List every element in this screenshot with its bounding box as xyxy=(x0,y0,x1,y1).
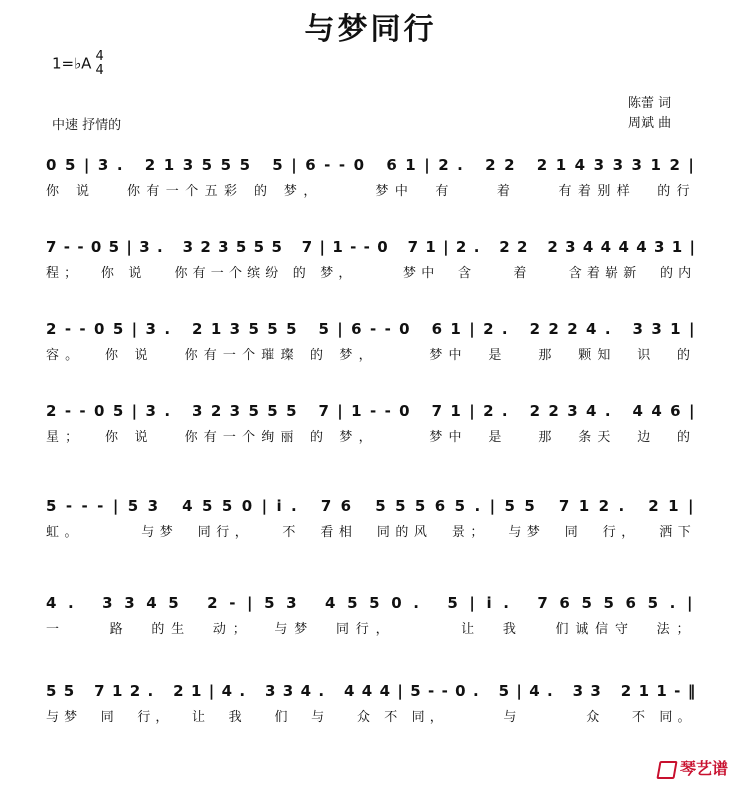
time-signature xyxy=(95,50,103,78)
watermark-text: 琴艺谱 xyxy=(680,759,729,778)
score-row-1 xyxy=(46,150,696,210)
lyricist-credit: 陈蕾 词 xyxy=(628,96,672,111)
notes-line: 2 - - 0 5 | 3 . 3 2 3 5 5 5 7 | 1 - - 0 7 1 | 2 . 2 2 3 4 . 4 4 6 | xyxy=(46,402,697,420)
key-text: 1=♭A xyxy=(52,54,92,73)
lyrics-line: 容。 你 说 你有一个璀璨 的 梦， 梦中 是 那 颗知 识 的 xyxy=(46,348,697,363)
watermark-logo xyxy=(658,756,728,779)
time-sig-bottom: 4 xyxy=(95,63,104,78)
time-sig-top: 4 xyxy=(95,49,104,64)
notes-line: 4 . 3 3 4 5 2 - | 5 3 4 5 5 0 . 5 | i . 7 6 5 5 6 5 . | xyxy=(46,594,696,612)
notes-line: 2 - - 0 5 | 3 . 2 1 3 5 5 5 5 | 6 - - 0 6 1 | 2 . 2 2 2 4 . 3 3 1 | xyxy=(46,320,697,338)
score-row-5 xyxy=(46,491,696,551)
lyrics-line: 程； 你 说 你有一个缤纷 的 梦， 梦中 含 着 含着崭新 的内 xyxy=(46,266,697,281)
tempo-marking: 中速 抒情的 xyxy=(52,118,122,133)
score-row-4 xyxy=(46,396,696,456)
score-row-3 xyxy=(46,314,696,374)
lyrics-line: 虹。 与梦 同行， 不 看相 同的风 景； 与梦 同 行， 洒下 xyxy=(46,525,697,540)
score-row-6 xyxy=(46,588,696,648)
composer-credit: 周斌 曲 xyxy=(628,116,672,131)
key-signature xyxy=(52,50,104,78)
notes-line: 5 5 7 1 2 . 2 1 | 4 . 3 3 4 . 4 4 4 | 5 - - 0 . 5 | 4 . 3 3 2 1 1 - ‖ xyxy=(46,682,697,700)
song-title: 与梦同行 xyxy=(304,12,437,47)
notes-line: 5 - - - | 5 3 4 5 5 0 | i . 7 6 5 5 5 6 5 . | 5 5 7 1 2 . 2 1 | xyxy=(46,497,696,515)
lyrics-line: 你 说 你有一个五彩 的 梦， 梦中 有 着 有着别样 的行 xyxy=(46,184,697,199)
lyrics-line: 与梦 同 行， 让 我 们 与 众 不 同， 与 众 不 同。 xyxy=(46,710,696,725)
lyrics-line: 一 路 的生 动； 与梦 同行， 让 我 们诚信守 法； xyxy=(46,622,697,637)
notes-line: 7 - - 0 5 | 3 . 3 2 3 5 5 5 7 | 1 - - 0 7 1 | 2 . 2 2 2 3 4 4 4 4 3 1 | xyxy=(46,238,697,256)
score-row-2 xyxy=(46,232,696,292)
notes-line: 0 5 | 3 . 2 1 3 5 5 5 5 | 6 - - 0 6 1 | 2 . 2 2 2 1 4 3 3 3 1 2 | xyxy=(46,156,696,174)
score-row-7 xyxy=(46,676,696,736)
lyrics-line: 星； 你 说 你有一个绚丽 的 梦， 梦中 是 那 条天 边 的 xyxy=(46,430,697,445)
logo-mark-icon xyxy=(656,761,677,779)
